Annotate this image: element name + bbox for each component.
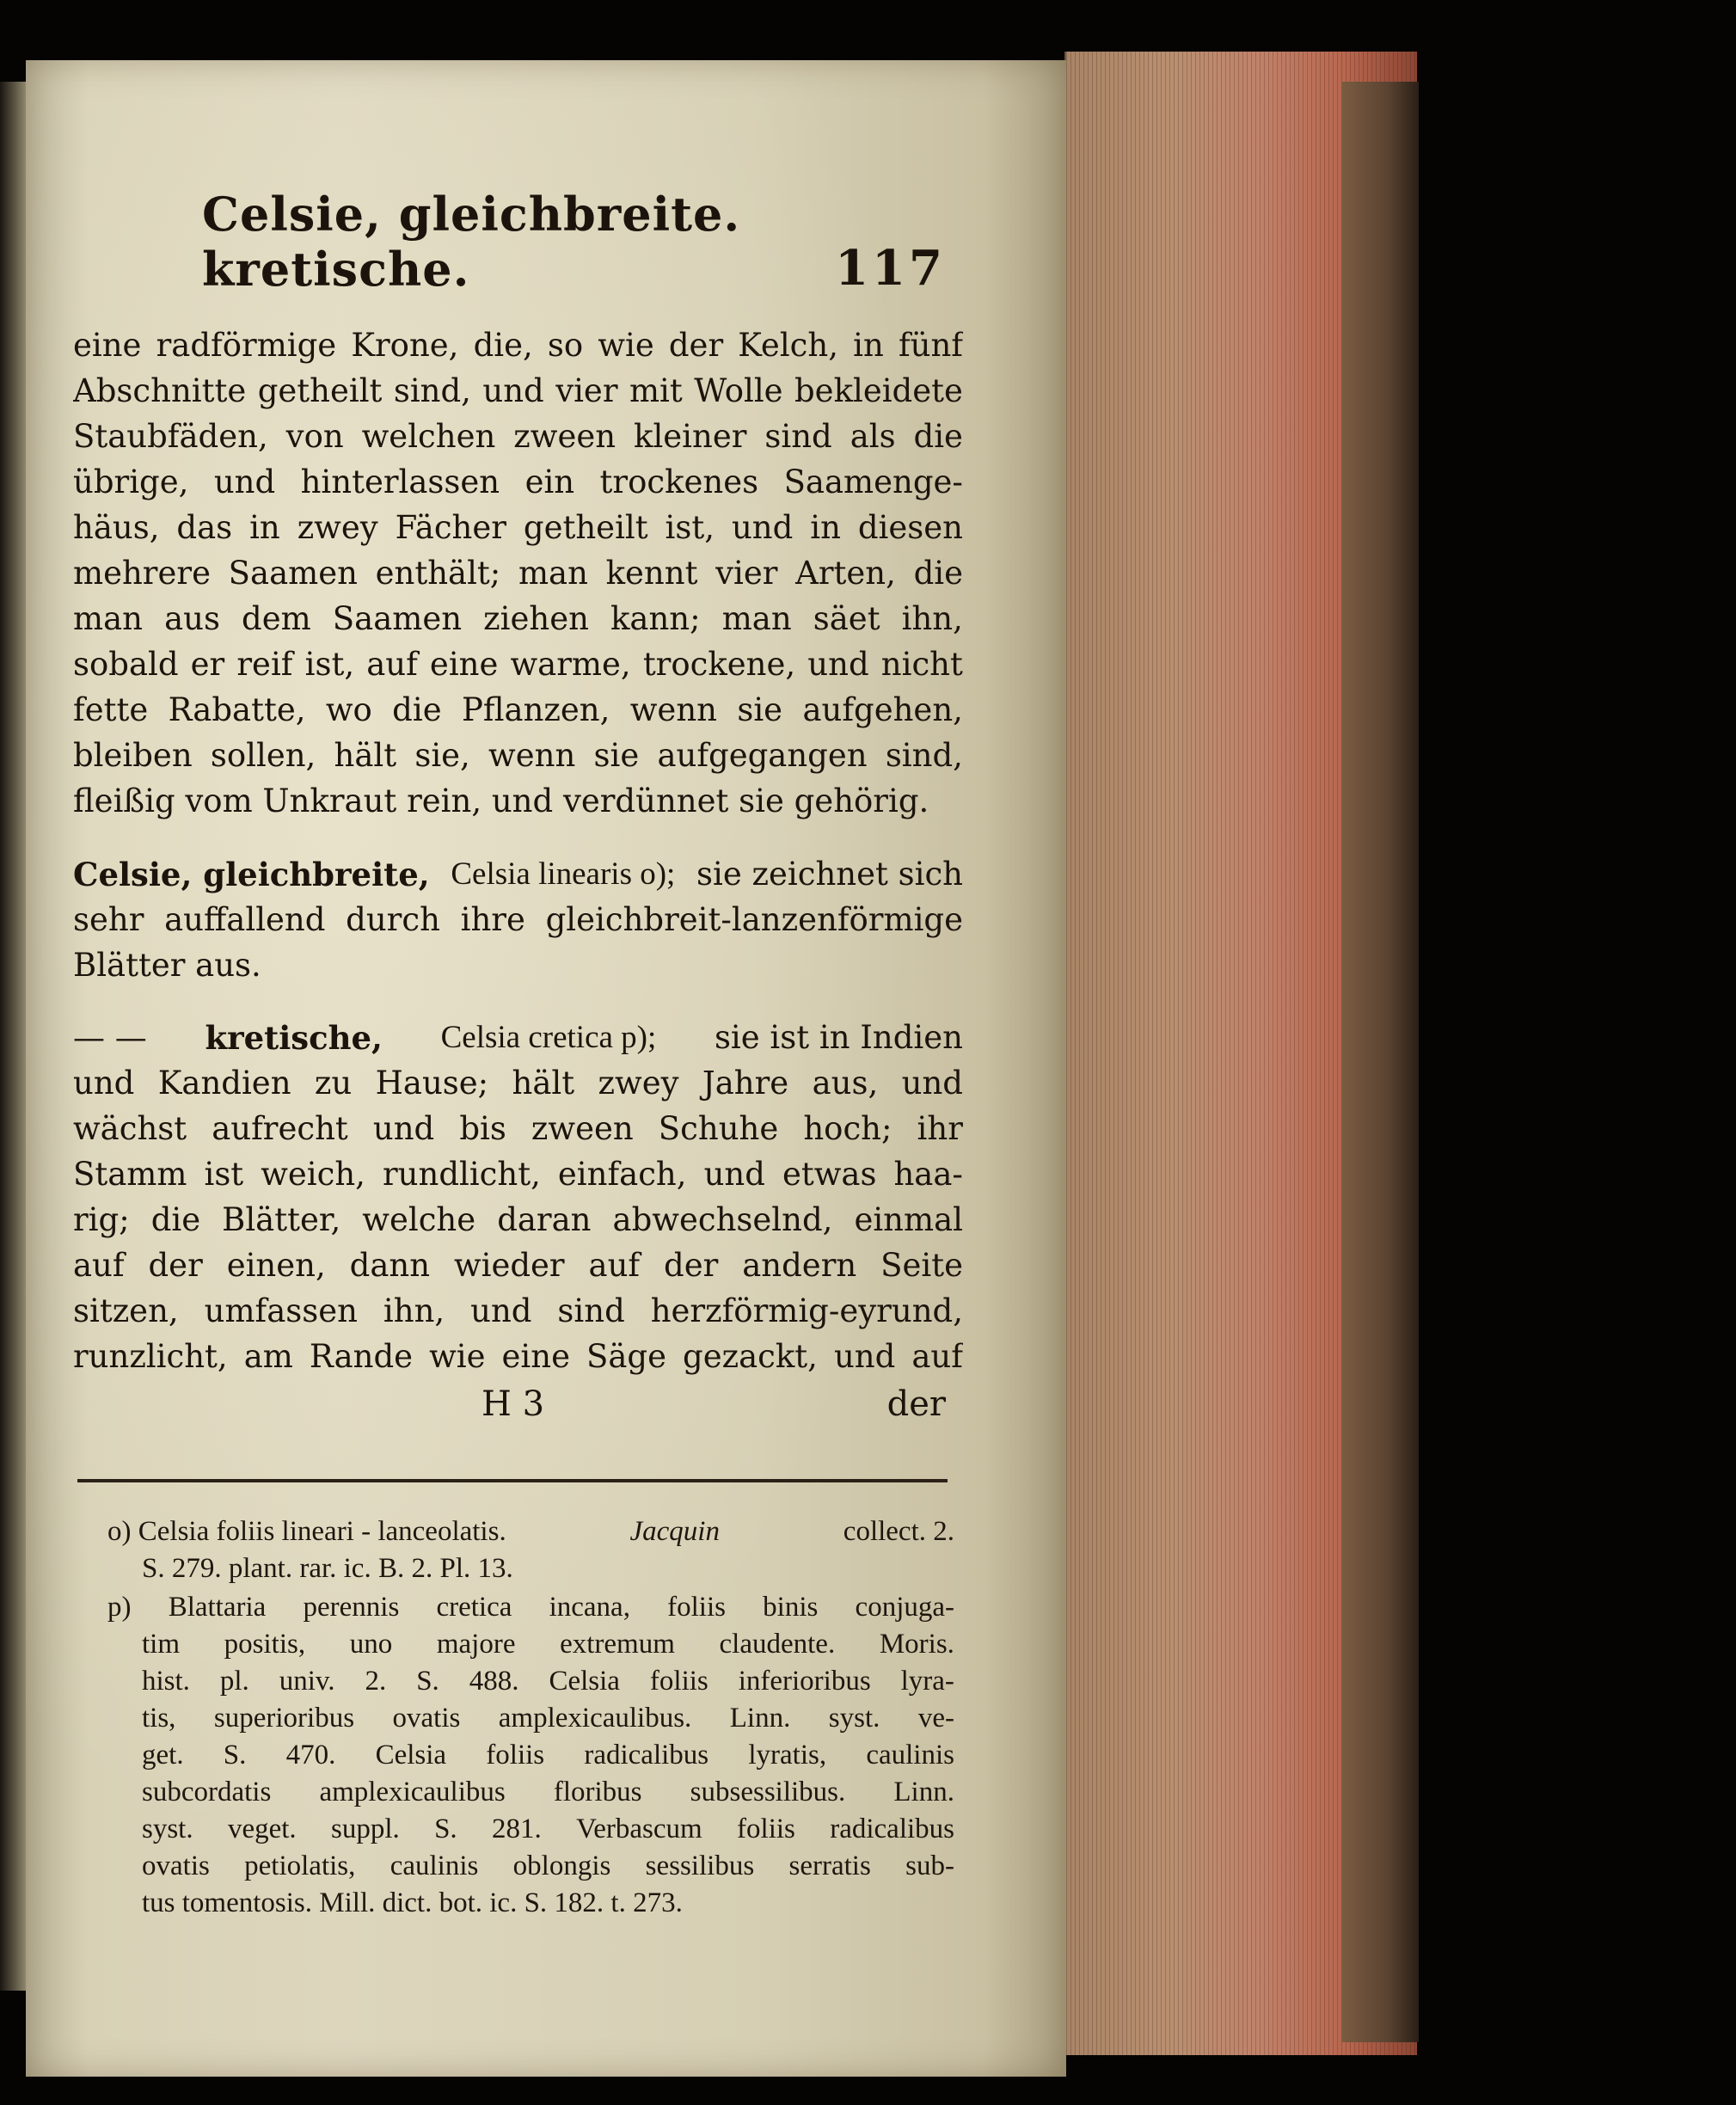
word: warme, [510,646,631,683]
word: und [213,463,276,500]
word: conjuga- [855,1592,954,1623]
word: und [833,1338,896,1375]
text-line [73,641,963,688]
word: foliis [649,1666,709,1697]
word: tim [142,1629,181,1660]
entry-lemma: Celsie, gleichbreite, [73,856,430,893]
word: ziehen [483,600,589,637]
word: vier [555,372,618,409]
word: rundlicht, [382,1156,541,1193]
word: mehrere [73,555,211,592]
word: so [547,327,584,364]
word: Hause; [375,1065,489,1102]
text-line [73,322,963,369]
word: sehr [73,901,144,938]
word: superioribus [213,1703,355,1734]
word: fette [73,691,149,728]
word: zwey [598,1065,679,1102]
word: bis [459,1110,506,1147]
word: subcordatis [142,1777,272,1807]
word: auf [366,646,418,683]
running-head [73,187,963,297]
word: uno [349,1629,393,1660]
word: claudente. [719,1629,836,1660]
word: andern [742,1247,857,1284]
running-head-title: Celsie, gleichbreite. kretische. [202,187,741,297]
text-line [73,550,963,597]
text-line: Blätter aus. [73,947,261,984]
word: ve- [917,1703,954,1734]
footnote-line [142,1700,954,1736]
left-page-edge [0,82,26,1991]
word: foliis [667,1592,726,1623]
word: Säge [586,1338,666,1375]
word: und [73,1065,135,1102]
word: tis, [142,1703,176,1734]
catchword: der [886,1384,946,1424]
word: und [482,372,544,409]
word: sind [557,1292,625,1329]
footnote-text: o) Celsia foliis lineari - lanceolatis. [107,1516,506,1547]
word: fünf [898,327,963,364]
word: Linn. [893,1777,954,1807]
word: sobald [73,646,179,683]
word: suppl. [330,1813,400,1844]
text-line [73,1288,963,1335]
word: am [243,1338,293,1375]
word: auffallend [164,901,326,938]
word: sind, [885,737,963,774]
word: 470. [285,1740,336,1771]
word: durch [346,901,440,938]
word: säet [813,600,880,637]
word: foliis [486,1740,545,1771]
word: radicalibus [830,1813,954,1844]
word: gleichbreit-lanzenförmige [545,901,963,938]
word: diesen [857,509,963,546]
word: floribus [553,1777,642,1807]
word: 488. [469,1666,519,1697]
word: extremum [560,1629,675,1660]
word: eine [501,1338,570,1375]
text-line [73,459,963,506]
word: Saamenge- [783,463,963,500]
word: hält [512,1065,575,1102]
word: syst. [828,1703,880,1734]
book-page [26,60,1066,2077]
word: zween [513,418,616,455]
word: serratis [788,1850,871,1881]
word: aus [164,600,220,637]
entry-text: sie ist in Indien [714,1019,963,1056]
footnote-line [142,1848,954,1884]
word: dem [242,600,311,637]
word: foliis [737,1813,795,1844]
word: auf [73,1247,125,1284]
word: man [518,555,588,592]
word: einmal [854,1201,963,1238]
word: Seite [880,1247,963,1284]
page-number: 117 [835,240,946,297]
word: sie, [414,737,470,774]
signature-mark: H 3 [482,1384,545,1424]
word: cretica [436,1592,512,1623]
word: die [392,691,442,728]
word: welchen [361,418,496,455]
word: hoch; [803,1110,893,1147]
word: ist, [665,509,715,546]
word: pl. [219,1666,249,1697]
word: Blattaria [168,1592,267,1623]
word: Staubfäden, [73,418,268,455]
word: incana, [549,1592,630,1623]
footnote-line: tus tomentosis. Mill. dict. bot. ic. S. 182. t. 273. [142,1887,683,1918]
word: caulinis [866,1740,954,1771]
text-line [73,1197,963,1243]
footnote-rule [77,1479,948,1482]
word: petiolatis, [244,1850,356,1881]
word: sie [737,691,783,728]
word: univ. [279,1666,335,1697]
footnote-line [142,1737,954,1773]
word: perennis [303,1592,400,1623]
word: man [721,600,792,637]
word: sitzen, [73,1292,179,1329]
text-line: fleißig vom Unkraut rein, und verdünnet sie gehörig. [73,782,929,819]
word: get. [142,1740,184,1771]
word: oblongis [512,1850,611,1881]
word: S. [434,1813,457,1844]
word: radförmige [156,327,337,364]
word: und [731,509,794,546]
text-line [73,1106,963,1152]
word: Pflanzen, [461,691,610,728]
word: kleiner [634,418,747,455]
word: etwas [782,1156,877,1193]
word: ist [204,1156,244,1193]
word: inferioribus [738,1666,871,1697]
word: S. [223,1740,247,1771]
word: wo [325,691,372,728]
word: lyratis, [748,1740,827,1771]
word: haa- [893,1156,963,1193]
word: ihre [460,901,525,938]
word: Moris. [879,1629,954,1660]
word: der [148,1247,203,1284]
word: und [703,1156,765,1193]
word: in [249,509,280,546]
word: ihn, [383,1292,445,1329]
word: Celsia [549,1666,620,1697]
word: getheilt [257,372,383,409]
word: er [190,646,225,683]
word: Saamen [228,555,358,592]
word: veget. [227,1813,297,1844]
word: S. [416,1666,439,1697]
word: rig; [73,1201,130,1238]
word: Rabatte, [168,691,306,728]
word: 2. [365,1666,387,1697]
footnote-o-line [107,1513,954,1550]
word: Arten, [795,555,896,592]
word: daran [497,1201,592,1238]
word: herzförmig-eyrund, [650,1292,963,1329]
word: umfassen [204,1292,358,1329]
word: radicalibus [584,1740,709,1771]
word: kennt [605,555,698,592]
word: ihn, [901,600,963,637]
entry-linearis-first-line [73,851,963,898]
word: sollen, [210,737,316,774]
word: p) [107,1592,132,1623]
word: wie [598,327,654,364]
footnote-line [142,1811,954,1847]
word: Celsia [375,1740,447,1771]
word: Wolle [694,372,783,409]
word: einen, [226,1247,326,1284]
word: welche [362,1201,476,1238]
word: wächst [73,1110,187,1147]
word: sind, [393,372,471,409]
word: Stamm [73,1156,187,1193]
word: sind [764,418,832,455]
word: bleiben [73,737,193,774]
word: bekleidete [794,372,963,409]
word: sie [593,737,640,774]
word: Blätter, [222,1201,341,1238]
word: hinterlassen [300,463,500,500]
word: aus, [812,1065,879,1102]
word: aufgehen, [802,691,963,728]
word: abwechselnd, [612,1201,833,1238]
word: ein [524,463,575,500]
word: man [73,600,143,637]
word: eine [73,327,142,364]
word: in [853,327,884,364]
word: zwey [297,509,378,546]
footnote-line [142,1663,954,1699]
book-cover-board [1341,82,1419,2042]
entry-cretica-first-line [73,1015,963,1061]
word: eine [429,646,499,683]
word: Schuhe [658,1110,779,1147]
entry-latin-name: Celsia cretica p); [440,1020,657,1055]
word: nicht [880,646,963,683]
text-line [73,596,963,642]
word: wenn [488,737,576,774]
word: runzlicht, [73,1338,228,1375]
word: mit [629,372,683,409]
word: und [807,646,869,683]
word: Kelch, [738,327,838,364]
word: häus, [73,509,160,546]
text-line [73,897,963,943]
word: Abschnitte [73,372,247,409]
word: amplexicaulibus [319,1777,506,1807]
word: ovatis [392,1703,461,1734]
word: zu [314,1065,353,1102]
word: enthält; [375,555,501,592]
word: hist. [142,1666,190,1697]
word: zween [531,1110,634,1147]
footnote-author: Jacquin [629,1516,720,1547]
word: vier [715,555,778,592]
signature-line [73,1384,963,1433]
word: die, [473,327,533,364]
entry-lemma: kretische, [205,1019,383,1057]
word: in [810,509,841,546]
word: syst. [142,1813,193,1844]
word: ovatis [142,1850,210,1881]
word: von [285,418,344,455]
word: wenn [629,691,717,728]
footnote-p-line [107,1589,954,1625]
word: sessilibus [645,1850,755,1881]
word: das [176,509,233,546]
word: Kandien [157,1065,291,1102]
entry-dash: — — [73,1019,147,1056]
footnote-line [142,1774,954,1810]
word: aufrecht [212,1110,348,1147]
word: der [668,327,724,364]
word: Krone, [351,327,459,364]
word: Verbascum [576,1813,702,1844]
text-line [73,733,963,779]
footnote-line: S. 279. plant. rar. ic. B. 2. Pl. 13. [142,1553,513,1584]
text-line [73,687,963,733]
word: Jahre [702,1065,789,1102]
word: amplexicaulibus. [498,1703,692,1734]
word: trockenes [599,463,759,500]
text-line [73,505,963,551]
word: kann; [610,600,701,637]
footnote-text: collect. 2. [843,1516,954,1547]
word: binis [763,1592,819,1623]
word: und [901,1065,963,1102]
word: reif [236,646,293,683]
word: ist, [304,646,355,683]
word: 281. [492,1813,542,1844]
entry-text: sie zeichnet sich [696,856,963,893]
word: caulinis [390,1850,479,1881]
word: sub- [905,1850,954,1881]
word: als [850,418,896,455]
text-line [73,414,963,460]
footnote-line [142,1626,954,1662]
word: wieder [453,1247,565,1284]
word: majore [436,1629,516,1660]
word: hält [334,737,397,774]
word: die [913,418,963,455]
word: und [470,1292,532,1329]
word: Linn. [729,1703,791,1734]
word: die [913,555,963,592]
word: Saamen [332,600,463,637]
word: lyra- [900,1666,954,1697]
entry-latin-name: Celsia linearis o); [451,856,676,892]
word: der [664,1247,719,1284]
word: die [150,1201,201,1238]
text-line [73,368,963,414]
word: trockene, [642,646,796,683]
word: positis, [224,1629,306,1660]
text-line [73,1060,963,1107]
word: aufgegangen [657,737,868,774]
word: und [372,1110,435,1147]
word: weich, [261,1156,365,1193]
word: subsessilibus. [690,1777,846,1807]
text-line [73,1243,963,1289]
word: gezackt, [683,1338,818,1375]
word: Rande [309,1338,414,1375]
word: dann [349,1247,431,1284]
word: Fächer [395,509,506,546]
word: getheilt [523,509,648,546]
text-line [73,1151,963,1198]
word: auf [588,1247,641,1284]
word: ihr [917,1110,963,1147]
word: wie [429,1338,486,1375]
word: übrige, [73,463,189,500]
text-line [73,1334,963,1380]
word: einfach, [557,1156,687,1193]
word: auf [911,1338,963,1375]
